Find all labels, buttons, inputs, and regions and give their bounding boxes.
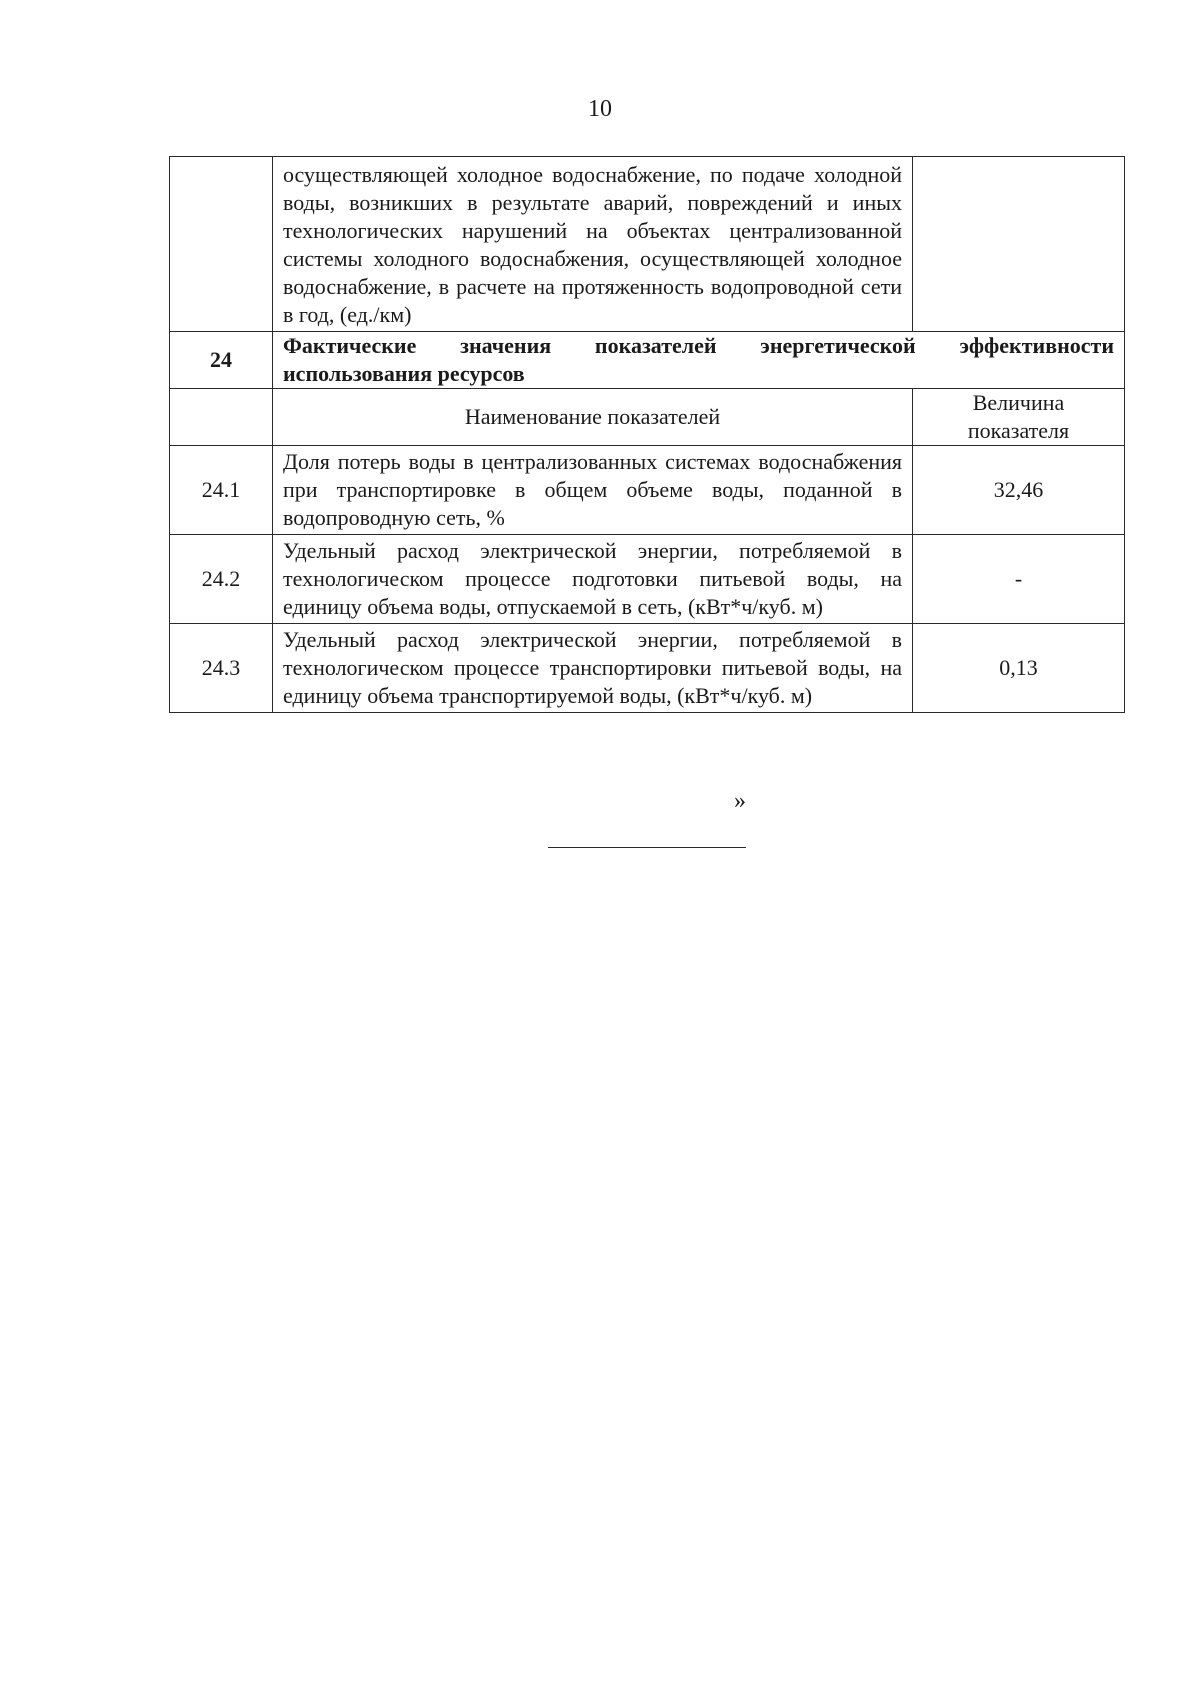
- indicator-value-cell: [913, 157, 1125, 332]
- indicator-description-cell: осуществляющей холодное водоснабжение, по подаче холодной воды, возникших в результате аварий, повреждений и иных технологических нарушений на объектах централизованной системы холодного водоснабжения, осуществляющей холодное водоснабжение, в расчете на протяженность водопроводной сети в год, (ед./км): [273, 157, 913, 332]
- column-header-empty: [170, 389, 273, 446]
- column-header-name: Наименование показателей: [273, 389, 913, 446]
- row-number-cell: [170, 157, 273, 332]
- section-number: 24: [170, 332, 273, 389]
- table-row-continuation: [170, 157, 1125, 332]
- table-row: [170, 535, 1125, 624]
- column-header-row: [170, 389, 1125, 446]
- indicator-value-cell: -: [913, 535, 1125, 624]
- indicator-value-cell: 32,46: [913, 446, 1125, 535]
- row-number-cell: 24.1: [170, 446, 273, 535]
- section-title: Фактические значения показателей энергетической эффективности использования ресурсов: [273, 332, 1125, 389]
- section-header-row: [170, 332, 1125, 389]
- table-row: [170, 446, 1125, 535]
- row-number-cell: 24.2: [170, 535, 273, 624]
- page-number: 10: [588, 96, 612, 122]
- indicators-table: [169, 156, 1125, 713]
- closing-quote: »: [734, 788, 746, 814]
- indicator-value-cell: 0,13: [913, 624, 1125, 713]
- table-row: [170, 624, 1125, 713]
- column-header-value: Величина показателя: [913, 389, 1125, 446]
- row-number-cell: 24.3: [170, 624, 273, 713]
- end-divider-line: [548, 847, 746, 848]
- indicator-description-cell: Удельный расход электрической энергии, потребляемой в технологическом процессе транспортировки питьевой воды, на единицу объема транспортируемой воды, (кВт*ч/куб. м): [273, 624, 913, 713]
- indicator-description-cell: Доля потерь воды в централизованных системах водоснабжения при транспортировке в общем объеме воды, поданной в водопроводную сеть, %: [273, 446, 913, 535]
- indicator-description-cell: Удельный расход электрической энергии, потребляемой в технологическом процессе подготовки питьевой воды, на единицу объема воды, отпускаемой в сеть, (кВт*ч/куб. м): [273, 535, 913, 624]
